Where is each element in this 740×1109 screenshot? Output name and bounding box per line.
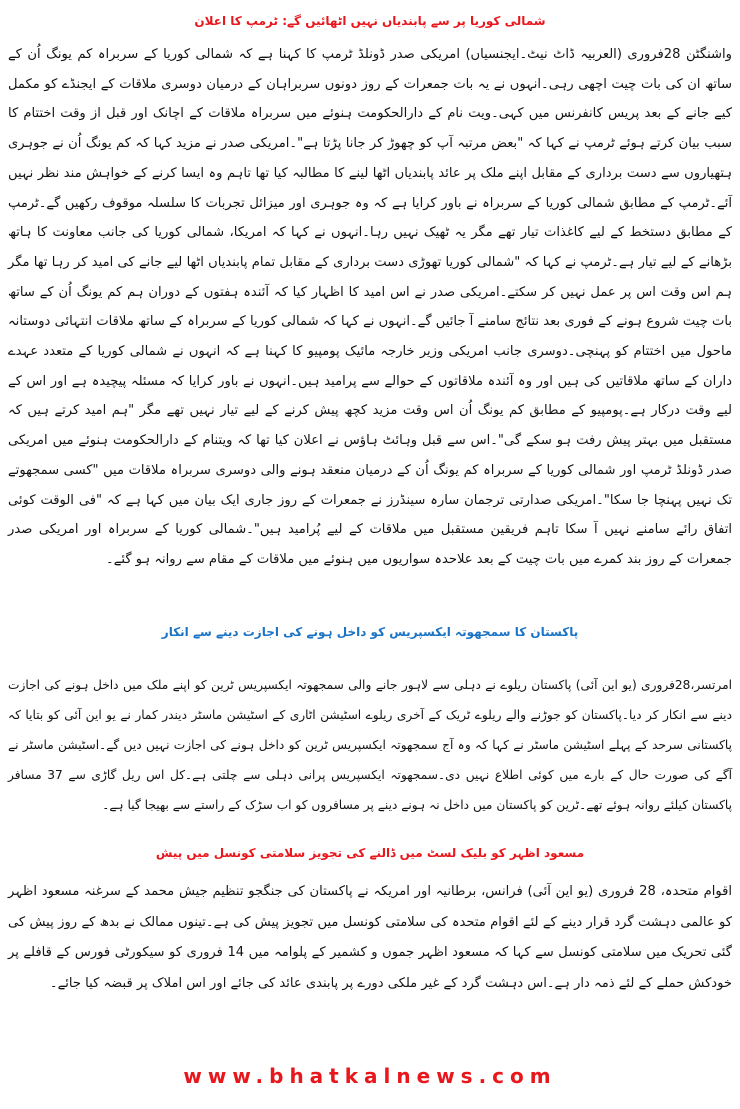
article-samjhauta-express (0, 614, 740, 812)
headline-masood-azhar: مسعود اظہر کو بلیک لسٹ میں ڈالنے کی تجویز سلامتی کونسل میں پیش (155, 846, 585, 860)
footer-website-url[interactable]: www.bhatkalnews.com (183, 1064, 557, 1088)
article-body-samjhauta-express: امرتسر،28فروری (یو این آئی) پاکستان ریلوے نے دہلی سے لاہور جانے والی سمجھوتہ ایکسپریس ٹرین کو اپنے ملک میں داخل ہونے کی اجازت دینے سے انکار کر دیا۔پاکستان کو جوڑنے والے ریلوے ٹریک کے آخری ریلوے اسٹیشن اٹاری کے اسٹیشن ماسٹر دیندر کمار نے یو این آئی کو بتایا کہ پاکستانی سرحد کے پہلے اسٹیشن ماسٹر نے کہا کہ وہ آج سمجھوتہ ایکسپریس ٹرین کو داخل ہونے کی اجازت نہیں دیں گے۔اسٹیشن ماسٹر نے آگے کی صورت حال کے بارے میں کوئی اطلاع نہیں دی۔سمجھوتہ ایکسپریس پرانی دہلی سے چلتی ہے۔کل اس ریل گاڑی سے 37 مسافر پاکستان کیلئے روانہ ہوئے تھے۔ٹرین کو پاکستان میں داخل نہ ہونے دینے پر مسافروں کو اب سڑک کے راستے سے بھیجا گیا ہے۔ (8, 678, 733, 812)
headline-north-korea: شمالی کوریا پر سے پابندیاں نہیں اٹھائیں گے: ٹرمپ کا اعلان (194, 14, 546, 28)
headline-samjhauta-express: پاکستان کا سمجھوتہ ایکسپریس کو داخل ہونے کی اجازت دینے سے انکار (161, 625, 579, 639)
article-masood-azhar (0, 835, 740, 991)
article-body-north-korea: واشنگٹن 28فروری (العربیہ ڈاٹ نیٹ۔ایجنسیاں) امریکی صدر ڈونلڈ ٹرمپ کا کہنا ہے کہ شمالی کوریا کے سربراہ کم یونگ اُن کے ساتھ ان کی بات چیت اچھی رہی۔انہوں نے یہ بات جمعرات کے روز دونوں سربراہان کے درمیان دوسری ملاقات کے ایجنڈے کو مکمل کیے جانے کے بعد پریس کانفرنس میں کہی۔ویت نام کے دارالحکومت ہنوئے میں سربراہ ملاقات کے اچانک اور قبل از وقت اختتام کا سبب بیان کرتے ہوئے ٹرمپ نے کہا کہ "بعض مرتبہ آپ کو چھوڑ کر جانا پڑتا ہے"۔امریکی صدر نے مزید کہا کہ کم یونگ اُن نے جوہری ہتھیاروں سے دست برداری کے مقابل اپنے ملک پر عائد پابندیاں اٹھا لینے کا مطالبہ کیا تھا تاہم وہ ایسا کرنے کے خواہش مند نظر نہیں آئے۔ٹرمپ کے مطابق شمالی کوریا کے سربراہ نے باور کرایا ہے کہ وہ جوہری اور میزائل تجربات کا سلسلہ موقوف رکھیں گے۔ٹرمپ کے مطابق دستخط کے لیے کاغذات تیار تھے مگر یہ ٹھیک نہیں رہا۔انہوں نے کہا کہ امریکا، شمالی کوریا کی جانب معاونت کا ہاتھ بڑھانے کے لیے تیار ہے۔ٹرمپ نے کہا کہ "شمالی کوریا تھوڑی دست برداری کے مقابل تمام پابندیاں اٹھا لیے جانے کی امید کر رہا تھا مگر ہم اس وقت اس پر عمل نہیں کر سکتے۔امریکی صدر نے اس امید کا اظہار کیا کہ آئندہ ہفتوں کے دوران ہم کم یونگ اُن کے ساتھ بات چیت شروع ہونے کے فوری بعد نتائج سامنے آ جائیں گے۔انہوں نے کہا کہ شمالی کوریا کے سربراہ کے ساتھ ملاقات انتہائی دوستانہ ماحول میں اختتام کو پہنچی۔دوسری جانب امریکی وزیر خارجہ مائیک پومپیو کا کہنا ہے کہ انہوں نے شمالی کوریا کے متعدد عہدے داران کے ساتھ ملاقاتیں کی ہیں اور وہ آئندہ ملاقاتوں کے حوالے سے پرامید ہیں۔انہوں نے باور کرایا کہ مسئلہ پیچیدہ ہے اور اس کے لیے وقت درکار ہے۔پومپیو کے مطابق کم یونگ اُن اس وقت مزید کچھ پیش کرنے کے لیے تیار نہیں تھے مگر "ہم امید کرتے ہیں کہ مستقبل میں بہتر پیش رفت ہو سکے گی"۔اس سے قبل وہائٹ ہاؤس نے اعلان کیا تھا کہ ویتنام کے دارالحکومت ہنوئے میں امریکی صدر ڈونلڈ ٹرمپ اور شمالی کوریا کے سربراہ کم یونگ اُن کے درمیان منعقد ہونے والی دوسری سربراہ ملاقات میں "کسی سمجھوتے تک نہیں پہنچا جا سکا"۔امریکی صدارتی ترجمان سارہ سینڈرز نے جمعرات کے روز جاری ایک بیان میں کہا ہے کہ "فی الوقت کوئی اتفاق رائے سامنے نہیں آ سکا تاہم فریقین مستقبل میں ملاقات کے لیے پُرامید ہیں"۔شمالی کوریا کے سربراہ اور امریکی صدر جمعرات کے روز بند کمرے میں بات چیت کے بعد علاحدہ سواریوں میں ہنوئے میں ملاقات کے مقام سے روانہ ہو گئے۔ (8, 47, 732, 567)
article-body-masood-azhar: اقوام متحدہ، 28 فروری (یو این آئی) فرانس، برطانیہ اور امریکہ نے پاکستان کی جنگجو تنظیم جیش محمد کے سرغنہ مسعود اظہر کو عالمی دہشت گرد قرار دینے کے لئے اقوام متحدہ کی سلامتی کونسل میں تجویز پیش کی ہے۔تینوں ممالک نے بدھ کے روز پیش کی گئی تحریک میں سلامتی کونسل سے کہا کہ مسعود اظہر جموں و کشمیر کے پلوامہ میں 14 فروری کو سیکورٹی فورس کے قافلے پر خودکش حملے کے لئے ذمہ دار ہے۔اس دہشت گرد کے غیر ملکی دورے پر پابندی عائد کی جائے اور اس املاک پر قبضہ کیا جائے۔ (8, 884, 732, 991)
